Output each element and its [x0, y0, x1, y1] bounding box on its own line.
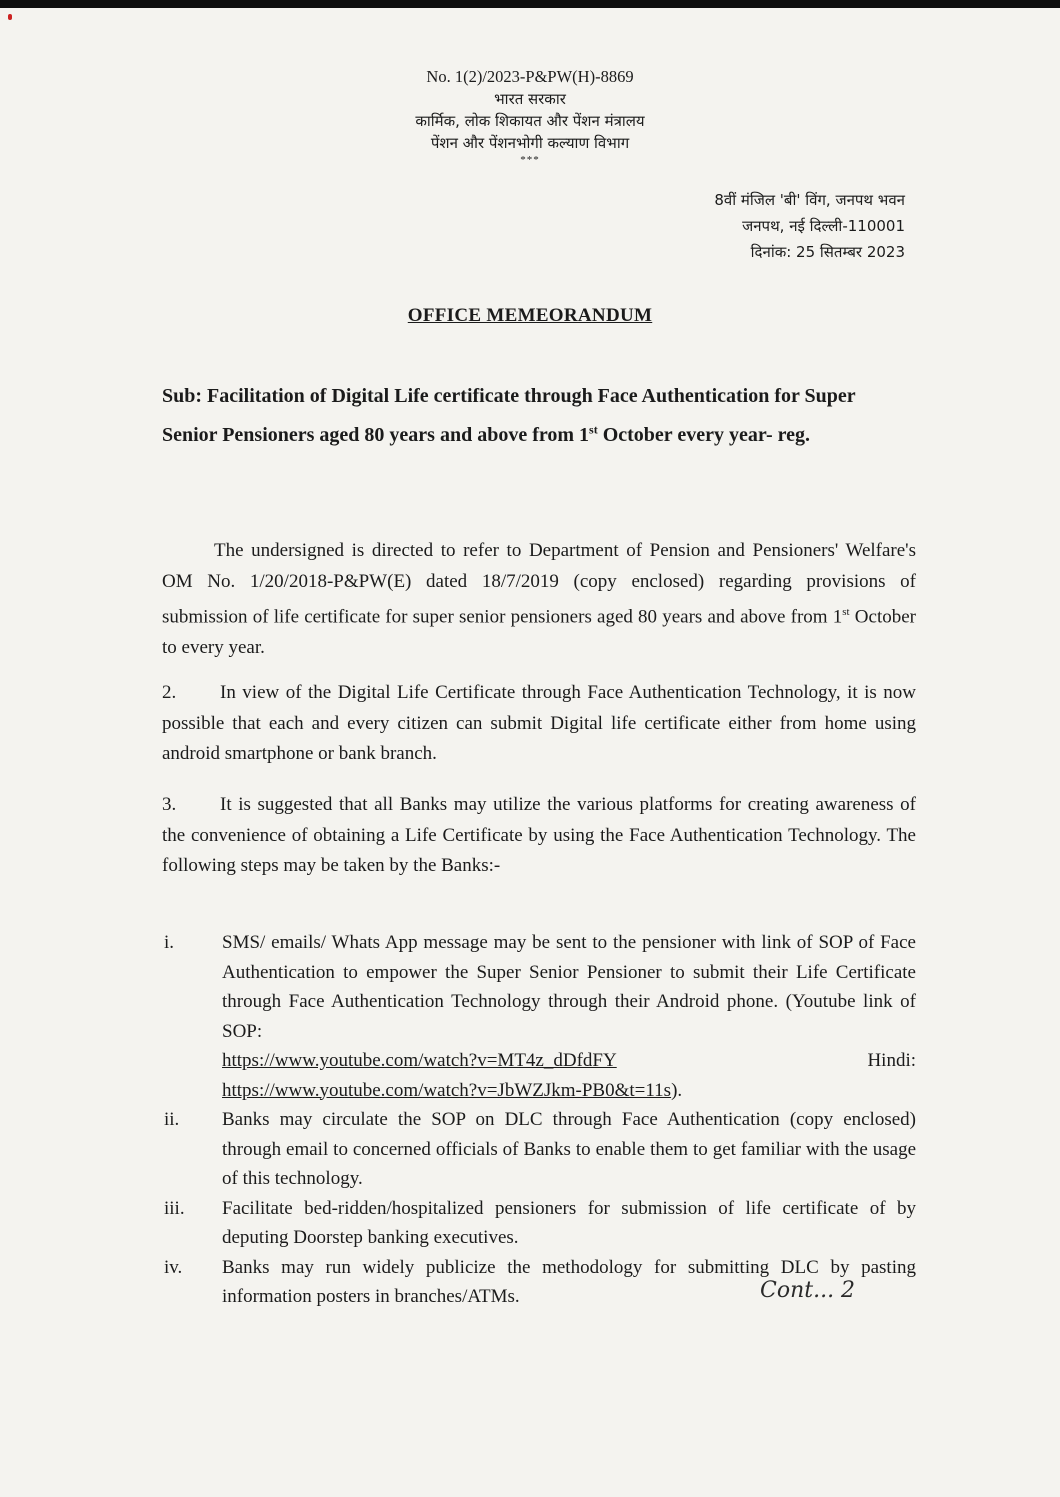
- govt-name: भारत सरकार: [494, 90, 566, 108]
- letterhead: [0, 66, 1060, 166]
- scan-mark: [8, 14, 12, 20]
- memo-title: OFFICE MEMEORANDUM: [407, 305, 653, 326]
- scan-top-border: [0, 0, 1060, 8]
- paragraph-2: 2. In view of the Digital Life Certificate through Face Authentication Technology, it is now possible that each and every citizen can submit Digital life certificate either from home using android smartphone or bank branch.: [162, 678, 916, 770]
- address-line-1: 8वीं मंजिल 'बी' विंग, जनपथ भवन: [714, 191, 905, 209]
- list-marker: i.: [164, 932, 175, 953]
- subject-block: [162, 380, 914, 452]
- office-address: [714, 187, 905, 265]
- list-item: ii. Banks may circulate the SOP on DLC through Face Authentication (copy enclosed) through email to concerned officials of Banks to enable them to get familiar with the usage of this technology.: [160, 1105, 916, 1194]
- list-item: i. SMS/ emails/ Whats App message may be sent to the pensioner with link of SOP of Face Authentication to empower the Super Senior Pensioner to submit their Life Certificate through Face Authentication Technology through their Android phone. (Youtube link of SOP: https://www.youtube.com/watch?v=MT4z_dDfdFY Hindi: https://www.youtube.com/watch?v=JbWZJkm-PB0&t=11s).: [160, 928, 916, 1105]
- youtube-link-english[interactable]: https://www.youtube.com/watch?v=MT4z_dDfdFY: [222, 1050, 617, 1071]
- subject-text: Facilitation of Digital Life certificate through Face Authentication for Super Senior Pensioners aged 80 years and above from 1st October every year- reg.: [162, 385, 856, 446]
- ministry-name: कार्मिक, लोक शिकायत और पेंशन मंत्रालय: [415, 112, 645, 130]
- subject-lead: Sub:: [162, 385, 203, 407]
- p1-superscript: st: [842, 606, 850, 618]
- file-number: No. 1(2)/2023-P&PW(H)-8869: [426, 67, 634, 86]
- list-item: iv. Banks may run widely publicize the methodology for submitting DLC by pasting information posters in branches/ATMs.: [160, 1253, 916, 1312]
- department-name: पेंशन और पेंशनभोगी कल्याण विभाग: [430, 134, 630, 152]
- list-item: iii. Facilitate bed-ridden/hospitalized pensioners for submission of life certificate of by deputing Doorstep banking executives.: [160, 1194, 916, 1253]
- date-line: दिनांक: 25 सितम्बर 2023: [750, 243, 905, 261]
- paragraph-1: The undersigned is directed to refer to Department of Pension and Pensioners' Welfare's OM No. 1/20/2018-P&PW(E) dated 18/7/2019 (copy enclosed) regarding provisions of submission of life certificate for super senior pensioners aged 80 years and above from 1st October to every year.: [162, 540, 916, 658]
- list-marker: iv.: [164, 1256, 183, 1278]
- address-line-2: जनपथ, नई दिल्ली-110001: [742, 217, 905, 235]
- paragraph-number: 3.: [162, 794, 177, 815]
- subject-superscript: st: [589, 422, 598, 436]
- separator-stars: ***: [520, 154, 540, 166]
- hindi-label: Hindi:: [867, 1050, 916, 1071]
- paragraph-number: 2.: [162, 682, 177, 703]
- paragraph-3: 3. It is suggested that all Banks may utilize the various platforms for creating awareness of the convenience of obtaining a Life Certificate by using the Face Authentication Technology. The following steps may be taken by the Banks:-: [162, 790, 916, 882]
- continuation-note: Cont... 2: [760, 1278, 856, 1303]
- steps-list: [160, 928, 916, 1312]
- youtube-link-hindi[interactable]: https://www.youtube.com/watch?v=JbWZJkm-PB0&t=11s: [222, 1079, 672, 1101]
- list-marker: iii.: [164, 1197, 185, 1219]
- list-marker: ii.: [164, 1109, 180, 1130]
